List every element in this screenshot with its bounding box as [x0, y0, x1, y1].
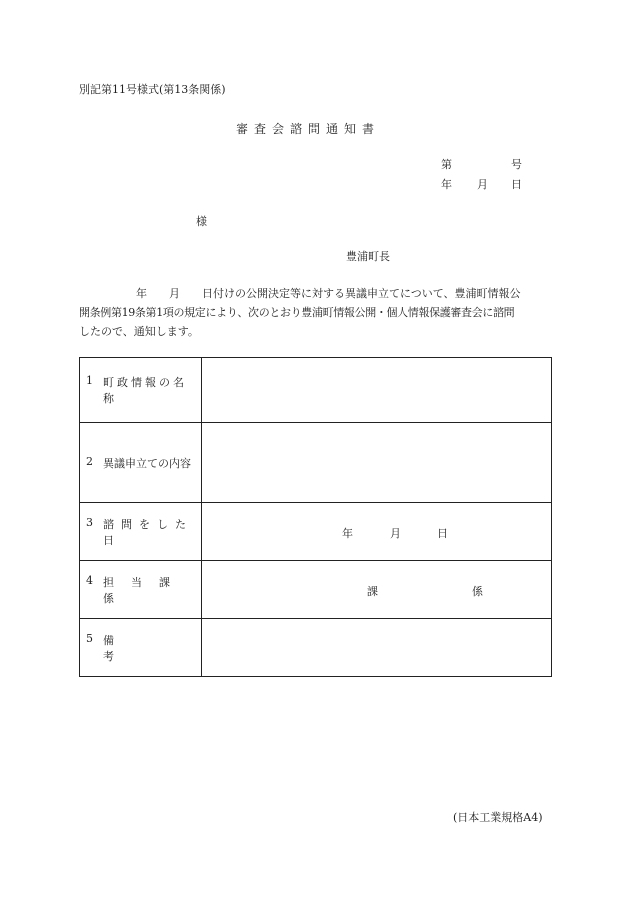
department-kakari: 係 — [472, 584, 483, 598]
body-line-2: 開条例第19条第1項の規定により、次のとおり豊浦町情報公開・個人情報保護審査会に諮問 — [79, 306, 515, 319]
row-label-remarks — [80, 619, 202, 677]
row-label-department — [80, 561, 202, 619]
department-field[interactable] — [202, 561, 552, 619]
body-line-1: 年 月 日付けの公開決定等に対する異議申立てについて、豊浦町情報公 — [136, 287, 521, 300]
row-number: 3 — [86, 515, 93, 529]
remarks-field[interactable] — [202, 619, 552, 677]
row-label-text: 備考 — [103, 633, 183, 663]
inquiry-date-day: 日 — [437, 526, 448, 540]
row-number: 4 — [86, 573, 93, 587]
reference-number-go: 号 — [511, 158, 522, 171]
inquiry-details-table — [79, 357, 552, 677]
table-row — [80, 503, 552, 561]
row-label-content — [80, 423, 202, 503]
row-number: 1 — [86, 374, 93, 387]
reference-number-dai: 第 — [441, 158, 452, 171]
body-text — [79, 284, 553, 341]
inquiry-date-year: 年 — [342, 526, 353, 540]
info-name-field[interactable] — [202, 358, 552, 423]
issuer-name: 豊浦町長 — [346, 250, 390, 263]
row-number: 2 — [86, 454, 93, 468]
row-label-text: 異議申立ての内容 — [103, 456, 191, 470]
addressee-suffix: 様 — [196, 215, 207, 228]
date-day-label: 日 — [511, 178, 522, 191]
body-line-3: したので、通知します。 — [79, 325, 199, 338]
row-label-name — [80, 358, 202, 423]
date-year-label: 年 — [441, 178, 452, 191]
row-label-date — [80, 503, 202, 561]
table-row — [80, 619, 552, 677]
inquiry-date-month: 月 — [390, 526, 401, 540]
row-number: 5 — [86, 631, 93, 645]
row-label-text: 担当課係 — [103, 575, 187, 605]
table-row — [80, 423, 552, 503]
inquiry-date-field[interactable] — [202, 503, 552, 561]
form-reference: 別記第11号様式(第13条関係) — [79, 83, 226, 96]
row-label-text: 諮問をした日 — [103, 517, 193, 547]
document-title: 審査会諮問通知書 — [236, 122, 381, 136]
date-month-label: 月 — [477, 178, 488, 191]
row-label-text: 町政情報の名称 — [103, 376, 187, 405]
table-row — [80, 561, 552, 619]
paper-size-note: (日本工業規格A4) — [453, 811, 543, 824]
table-row — [80, 358, 552, 423]
department-ka: 課 — [367, 584, 378, 598]
objection-content-field[interactable] — [202, 423, 552, 503]
